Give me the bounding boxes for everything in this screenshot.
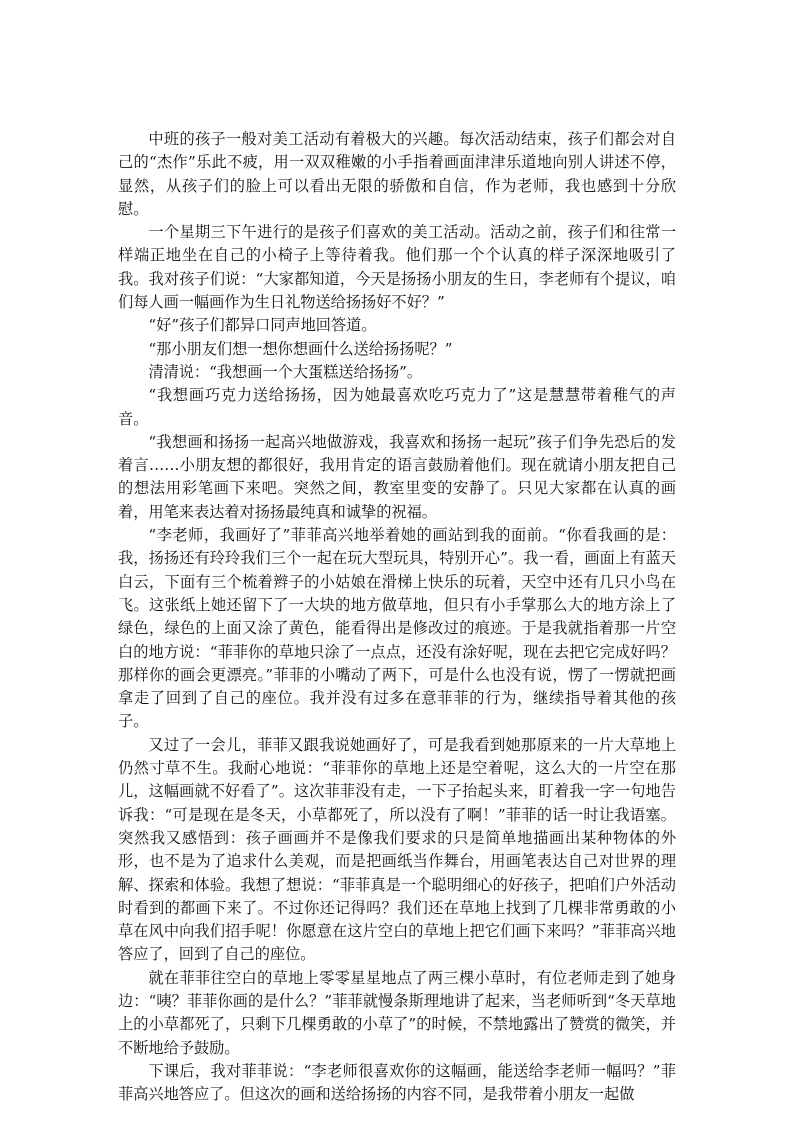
paragraph-2: 一个星期三下午进行的是孩子们喜欢的美工活动。活动之前，孩子们和往常一样端正地坐在自己的小椅子上等待着我。他们那一个个认真的样子深深地吸引了我。我对孩子们说：“大家都知道，今天是扬扬小朋友的生日，李老师有个提议，咱们每人画一幅画作为生日礼物送给扬扬好不好？” bbox=[118, 223, 676, 312]
paragraph-6: “我想画巧克力送给扬扬，因为她最喜欢吃巧克力了”这是慧慧带着稚气的声音。 bbox=[118, 386, 676, 428]
paragraph-8: “李老师，我画好了”菲菲高兴地举着她的画站到我的面前。“你看我画的是：我，扬扬还有玲玲我们三个一起在玩大型玩具，特别开心”。我一看，画面上有蓝天白云，下面有三个梳着辫子的小姑娘在滑梯上快乐的玩着，天空中还有几只小鸟在飞。这张纸上她还留下了一大块的地方做草地，但只有小手掌那么大的地方涂上了绿色，绿色的上面又涂了黄色，能看得出是修改过的痕迹。于是我就指着那一片空白的地方说：“菲菲你的草地只涂了一点点，还没有涂好呢，现在去把它完成好吗？那样你的画会更漂亮。”菲菲的小嘴动了两下，可是什么也没有说，愣了一愣就把画拿走了回到了自己的座位。我并没有过多在意菲菲的行为，继续指导着其他的孩子。 bbox=[118, 526, 676, 731]
paragraph-11: 下课后，我对菲菲说：“李老师很喜欢你的这幅画，能送给李老师一幅吗？”菲菲高兴地答应了。但这次的画和送给扬扬的内容不同，是我带着小朋友一起做 bbox=[118, 1061, 676, 1104]
paragraph-3: “好”孩子们都异口同声地回答道。 bbox=[148, 316, 377, 335]
paragraph-5: 清清说：“我想画一个大蛋糕送给扬扬”。 bbox=[148, 362, 423, 381]
paragraph-9: 又过了一会儿，菲菲又跟我说她画好了，可是我看到她那原来的一片大草地上仍然寸草不生。我耐心地说：“菲菲你的草地上还是空着呢，这么大的一片空在那儿，这幅画就不好看了”。这次菲菲没有走，一下子抬起头来，盯着我一字一句地告诉我：“可是现在是冬天，小草都死了，所以没有了啊！”菲菲的话一时让我语塞。突然我又感悟到：孩子画画并不是像我们要求的只是简单地描画出某种物体的外形，也不是为了追求什么美观，而是把画纸当作舞台，用画笔表达自己对世界的理解、探索和体验。我想了想说：“菲菲真是一个聪明细心的好孩子，把咱们户外活动时看到的都画下来了。不过你还记得吗？我们还在草地上找到了几棵非常勇敢的小草在风中向我们招手呢！你愿意在这片空白的草地上把它们画下来吗？”菲菲高兴地答应了，回到了自己的座位。 bbox=[118, 735, 676, 964]
paragraph-7: “我想画和扬扬一起高兴地做游戏，我喜欢和扬扬一起玩”孩子们争先恐后的发着言……小朋友想的都很好，我用肯定的语言鼓励着他们。现在就请小朋友把自己的想法用彩笔画下来吧。突然之间，教室里变的安静了。只见大家都在认真的画着，用笔来表达着对扬扬最纯真和诚挚的祝福。 bbox=[118, 432, 676, 521]
paragraph-1: 中班的孩子一般对美工活动有着极大的兴趣。每次活动结束，孩子们都会对自己的“杰作”乐此不疲，用一双双稚嫩的小手指着画面津津乐道地向别人讲述不停，显然，从孩子们的脸上可以看出无限的骄傲和自信，作为老师，我也感到十分欣慰。 bbox=[118, 130, 676, 218]
paragraph-10: 就在菲菲往空白的草地上零零星星地点了两三棵小草时，有位老师走到了她身边：“咦？菲菲你画的是什么？”菲菲就慢条斯理地讲了起来，当老师听到“冬天草地上的小草都死了，只剩下几棵勇敢的小草了”的时候，不禁地露出了赞赏的微笑，并不断地给予鼓励。 bbox=[118, 968, 676, 1057]
document-body bbox=[118, 128, 676, 1106]
paragraph-4: “那小朋友们想一想你想画什么送给扬扬呢？” bbox=[148, 339, 453, 358]
